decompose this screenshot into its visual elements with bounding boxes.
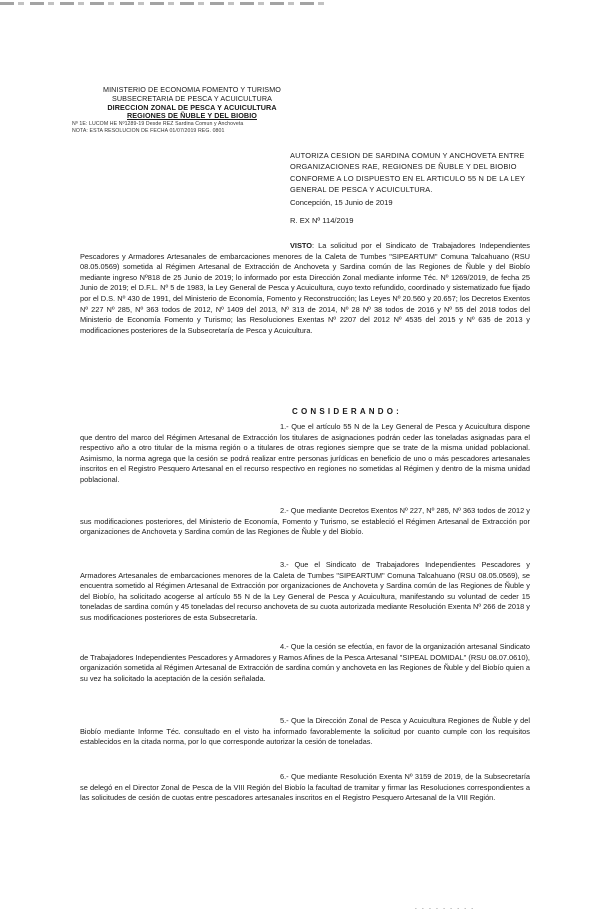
point-text: 6.- Que mediante Resolución Exenta Nº 3159 de 2019, de la Subsecretaría se delegó en el Director Zonal de Pesca de la VIII Región del Biobío la facultad de tramitar y firmar las Resoluciones correspondientes a las solicitudes de cesión de cuotas entre pescadores artesanales inscritos en el Registro Pesquero Artesanal de la VIII Región. [80, 772, 530, 803]
visto-text: : La solicitud por el Sindicato de Trabajadores Independientes Pescadores y Armadores Artesanales de embarcaciones menores de la Caleta de Tumbes "SIPEARTUM" Comuna Talcahuano (RSU 08.05.0569) sometida al Régimen Artesanal de Extracción de Anchoveta y Sardina común de las Regiones de Ñuble y del Biobío mediante ingreso Nº818 de 25 Junio de 2019; lo informado por esta Dirección Zonal mediante informe Téc. Nº 1269/2019, de fecha 25 Junio de 2019; el D.F.L. Nº 5 de 1983, la Ley General de Pesca y Acuicultura, cuyo texto refundido, coordinado y sistematizado fue fijado por el D.S. Nº 430 de 1991, del Ministerio de Economía, Fomento y Reconstrucción; las Leyes Nº 20.560 y 20.657; los Decretos Exentos Nº 227 Nº 285, Nº 363 todos de 2012, Nº 1409 del 2013, Nº 313 de 2014, Nº 28 Nº 38 todos de 2016 y Nº 55 del 2018 todos del Ministerio de Economía Fomento y Turismo; las Resoluciones Exentas Nº 2207 del 2012 Nº 4535 del 2015 y Nº 635 de 2013 y modificaciones posteriores de la Subsecretaría de Pesca y Acuicultura. [80, 241, 530, 335]
subsecretaria-line: SUBSECRETARIA DE PESCA Y ACUICULTURA [111, 93, 273, 103]
ministry-line: MINISTERIO DE ECONOMIA FOMENTO Y TURISMO [103, 85, 281, 94]
considerando-point-2 [80, 506, 530, 538]
reference-line: Nº 1E: LUCOM HE Nº1289-19 Desde REZ Sardina Comun y Anchoveta [72, 121, 244, 128]
point-text: 1.- Que el artículo 55 N de la Ley General de Pesca y Acuicultura dispone que dentro del marco del Régimen Artesanal de Extracción los titulares de asignaciones podrán ceder las toneladas asignadas para el respectivo año a otro titular de la misma región o a titulares de otras regiones siempre que se trate de la misma unidad poblacional. Asimismo, la norma agrega que la cesión se podrá realizar entre personas jurídicas en beneficio de uno o más pescadores artesanales inscritos en el Registro Pesquero Artesanal en el recurso respectivo en regiones no sometidas al Régimen y dentro de la misma unidad poblacional. [80, 422, 530, 484]
direccion-line: DIRECCION ZONAL DE PESCA Y ACUICULTURA [107, 102, 277, 112]
point-text: 2.- Que mediante Decretos Exentos Nº 227, Nº 285, Nº 363 todos de 2012 y sus modificaciones posteriores, del Ministerio de Economía, Fomento y Turismo, se estableció el Régimen Artesanal de Extracción por organizaciones de Anchoveta y Sardina común de las Regiones de Ñuble y del Biobío. [80, 506, 530, 537]
considerando-point-4 [80, 642, 530, 684]
point-text: 3.- Que el Sindicato de Trabajadores Independientes Pescadores y Armadores Artesanales de embarcaciones menores de la Caleta de Tumbes "SIPEARTUM" Comuna Talcahuano (RSU 08.05.0569), se encuentra sometido al Régimen Artesanal de Extracción por organizaciones de Anchoveta y Sardina común de las Regiones de Ñuble y del Biobío, ha solicitado acogerse al artículo 55 N de la Ley General de Pesca y Acuicultura, manifestando su voluntad de ceder 15 toneladas de sardina común y 45 toneladas del recurso anchoveta de su cuota autorizada mediante Resolución Exenta Nº 266 de 2018 y sus modificaciones posteriores de esta Subsecretaría. [80, 560, 530, 622]
resolution-number: R. EX Nº 114/2019 [290, 216, 354, 225]
resolution-date: Concepción, 15 Junio de 2019 [290, 198, 393, 207]
footer-scan-marks: - - - - - - - - - [415, 906, 476, 912]
considerando-heading: CONSIDERANDO: [292, 407, 403, 416]
visto-lead: VISTO [290, 241, 313, 250]
reference-note-line: NOTA: ESTA RESOLUCION DE FECHA 01/07/2019 REG. 0801 [72, 128, 225, 135]
point-text: 5.- Que la Dirección Zonal de Pesca y Acuicultura Regiones de Ñuble y del Biobío mediante Informe Téc. consultado en el visto ha informado favorablemente la solicitud por cuanto cumple con los requisitos establecidos en la citada norma, por lo que corresponde autorizar la cesión de toneladas. [80, 716, 530, 747]
visto-paragraph [80, 241, 530, 336]
regiones-line: REGIONES DE ÑUBLE Y DEL BIOBIO [126, 111, 257, 121]
considerando-point-5 [80, 716, 530, 748]
point-text: 4.- Que la cesión se efectúa, en favor de la organización artesanal Sindicato de Trabajadores Independientes Pescadores y Armadores y Ramos Afines de la Pesca Artesanal "SIPEAL DOMIDAL" (RSU 08.07.0610), organización sometida al Régimen Artesanal de Extracción de sardina común y anchoveta en las Regiones de Ñuble y del Biobío quien a su vez ha solicitado la aceptación de la cesión señalada. [80, 642, 530, 683]
considerando-point-6 [80, 772, 530, 804]
scan-top-rule [0, 2, 330, 5]
letterhead [72, 86, 312, 135]
considerando-point-3 [80, 560, 530, 624]
considerando-point-1 [80, 422, 530, 486]
resolution-subject: AUTORIZA CESION DE SARDINA COMUN Y ANCHOVETA ENTRE ORGANIZACIONES RAE, REGIONES DE ÑUBLE Y DEL BIOBIO CONFORME A LO DISPUESTO EN EL ARTICULO 55 N DE LA LEY GENERAL DE PESCA Y ACUICULTURA. [290, 151, 525, 195]
